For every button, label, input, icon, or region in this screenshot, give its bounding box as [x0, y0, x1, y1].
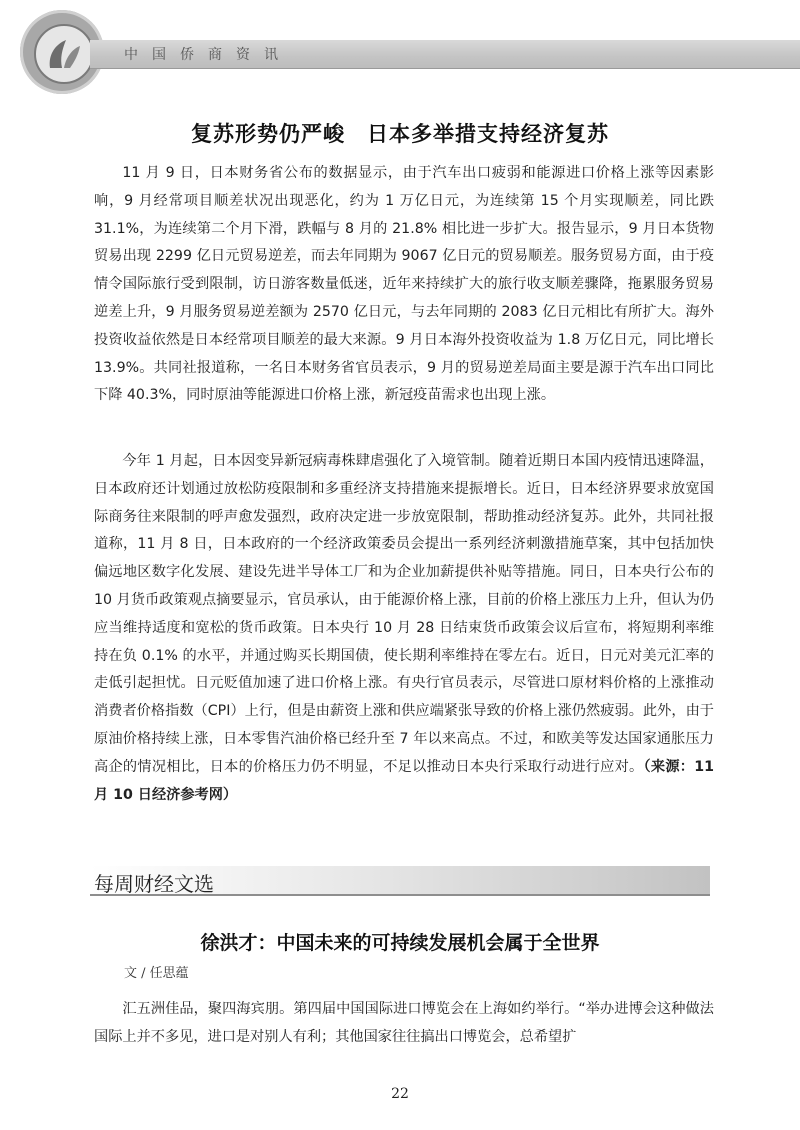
header-section-title: 中国侨商资讯 [124, 47, 292, 63]
article1-paragraph2-text: 今年 1 月起，日本因变异新冠病毒株肆虐强化了入境管制。随着近期日本国内疫情迅速降温，日本政府还计划通过放松防疫限制和多重经济支持措施来提振增长。近日，日本经济界要求放宽国际商务往来限制的呼声愈发强烈，政府决定进一步放宽限制，帮助推动经济复苏。此外，共同社报道称，11 月 8 日，日本政府的一个经济政策委员会提出一系列经济刺激措施草案，其中包括加快偏远地区数字化发展、建设先进半导体工厂和为企业加薪提供补贴等措施。同日，日本央行公布的 10 月货币政策观点摘要显示，官员承认，由于能源价格上涨，目前的价格上涨压力上升，但认为仍应当维持适度和宽松的货币政策。日本央行 10 月 28 日结束货币政策会议后宣布，将短期利率维持在负 0.1% 的水平，并通过购买长期国债，使长期利率维持在零左右。近日，日元对美元汇率的走低引起担忧。日元贬值加速了进口价格上涨。有央行官员表示，尽管进口原材料价格的上涨推动消费者价格指数（CPI）上行，但是由薪资上涨和供应端紧张导致的价格上涨仍然疲弱。此外，由于原油价格持续上涨，日本零售汽油价格已经升至 7 年以来高点。不过，和欧美等发达国家通胀压力高企的情况相比，日本的价格压力仍不明显，不足以推动日本央行采取行动进行应对。 [94, 453, 714, 775]
article1-paragraph2 [94, 448, 714, 809]
section-label: 每周财经文选 [94, 872, 214, 896]
article1-title: 复苏形势仍严峻 日本多举措支持经济复苏 [191, 122, 609, 146]
article1-source: （来源：11 月 10 日经济参考网） [94, 758, 714, 803]
article2-paragraph1-text: 汇五洲佳品，聚四海宾朋。第四届中国国际进口博览会在上海如约举行。“举办进博会这种做法国际上并不多见，进口是对别人有利；其他国家往往搞出口博览会，总希望扩 [94, 1001, 714, 1045]
article2-title: 徐洪才：中国未来的可持续发展机会属于全世界 [200, 932, 600, 954]
article1-paragraph1 [94, 160, 714, 410]
article2-paragraph1 [94, 996, 714, 1052]
page-number: 22 [391, 1086, 409, 1102]
article1-paragraph1-text: 11 月 9 日，日本财务省公布的数据显示，由于汽车出口疲弱和能源进口价格上涨等因素影响，9 月经常项目顺差状况出现恶化，约为 1 万亿日元，为连续第 15 个月实现顺差，同比跌 31.1%，为连续第二个月下滑，跌幅与 8 月的 21.8% 相比进一步扩大。报告显示，9 月日本货物贸易出现 2299 亿日元贸易逆差，而去年同期为 9067 亿日元的贸易顺差。服务贸易方面，由于疫情令国际旅行受到限制，访日游客数量低迷，近年来持续扩大的旅行收支顺差骤降，拖累服务贸易逆差上升，9 月服务贸易逆差额为 2570 亿日元，与去年同期的 2083 亿日元相比有所扩大。海外投资收益依然是日本经常项目顺差的最大来源。9 月日本海外投资收益为 1.8 万亿日元，同比增长 13.9%。共同社报道称，一名日本财务省官员表示，9 月的贸易逆差局面主要是源于汽车出口同比下降 40.3%，同时原油等能源进口价格上涨，新冠疫苗需求也出现上涨。 [94, 165, 714, 404]
article2-byline: 文 / 任思蕴 [124, 966, 189, 981]
